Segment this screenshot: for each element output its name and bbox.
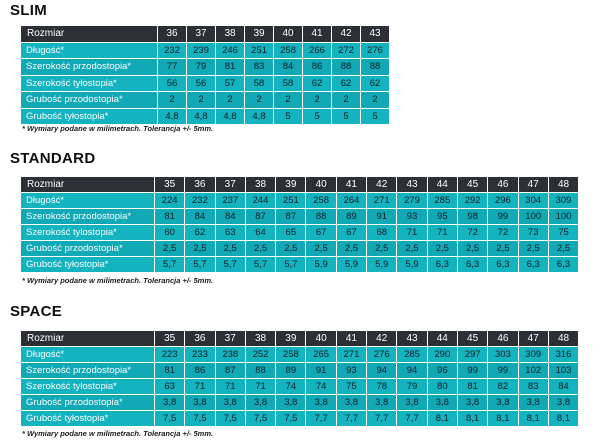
row-label: Szerokość tyłostopia* <box>21 75 158 92</box>
value-cell: 4,8 <box>216 108 245 125</box>
value-cell: 81 <box>155 209 185 225</box>
value-cell: 65 <box>276 225 306 241</box>
size-header-cell: 37 <box>215 331 245 347</box>
row-label: Grubość tyłostopia* <box>21 108 158 125</box>
size-header-cell: 39 <box>276 177 306 193</box>
value-cell: 93 <box>397 209 427 225</box>
value-cell: 95 <box>427 209 457 225</box>
size-header-cell: 41 <box>336 177 366 193</box>
value-cell: 81 <box>216 59 245 76</box>
value-cell: 5 <box>332 108 361 125</box>
value-cell: 77 <box>158 59 187 76</box>
value-cell: 303 <box>488 347 518 363</box>
value-cell: 64 <box>245 225 275 241</box>
value-cell: 82 <box>488 379 518 395</box>
row-label: Grubość tyłostopia* <box>21 257 155 273</box>
value-cell: 6,3 <box>457 257 487 273</box>
value-cell: 99 <box>457 363 487 379</box>
table-row <box>21 379 579 395</box>
value-cell: 2,5 <box>367 241 397 257</box>
value-cell: 4,8 <box>187 108 216 125</box>
value-cell: 3,8 <box>155 395 185 411</box>
value-cell: 3,8 <box>397 395 427 411</box>
value-cell: 78 <box>367 379 397 395</box>
value-cell: 73 <box>518 225 548 241</box>
value-cell: 60 <box>155 225 185 241</box>
value-cell: 5 <box>361 108 390 125</box>
value-cell: 271 <box>336 347 366 363</box>
table-row <box>21 193 579 209</box>
value-cell: 5 <box>303 108 332 125</box>
size-header-cell: 47 <box>518 331 548 347</box>
value-cell: 87 <box>276 209 306 225</box>
size-table-slim <box>20 25 390 125</box>
value-cell: 8,1 <box>548 411 578 427</box>
value-cell: 81 <box>457 379 487 395</box>
table-row <box>21 59 390 76</box>
size-header-cell: 47 <box>518 177 548 193</box>
value-cell: 2 <box>303 92 332 109</box>
value-cell: 285 <box>427 193 457 209</box>
value-cell: 223 <box>155 347 185 363</box>
value-cell: 264 <box>336 193 366 209</box>
size-header-cell: 48 <box>548 331 578 347</box>
value-cell: 2,5 <box>457 241 487 257</box>
value-cell: 62 <box>332 75 361 92</box>
value-cell: 5,7 <box>215 257 245 273</box>
value-cell: 89 <box>276 363 306 379</box>
value-cell: 2 <box>361 92 390 109</box>
header-row <box>21 26 390 43</box>
value-cell: 58 <box>245 75 274 92</box>
value-cell: 7,5 <box>155 411 185 427</box>
header-row <box>21 331 579 347</box>
value-cell: 62 <box>185 225 215 241</box>
value-cell: 309 <box>548 193 578 209</box>
row-label: Długość* <box>21 193 155 209</box>
table-row <box>21 75 390 92</box>
value-cell: 71 <box>185 379 215 395</box>
row-label: Szerokość przodostopia* <box>21 209 155 225</box>
value-cell: 2 <box>187 92 216 109</box>
value-cell: 258 <box>306 193 336 209</box>
value-cell: 102 <box>518 363 548 379</box>
size-header-cell: 35 <box>155 177 185 193</box>
value-cell: 271 <box>367 193 397 209</box>
size-header-cell: 36 <box>185 331 215 347</box>
value-cell: 6,3 <box>488 257 518 273</box>
value-cell: 94 <box>367 363 397 379</box>
value-cell: 71 <box>215 379 245 395</box>
value-cell: 5,9 <box>367 257 397 273</box>
value-cell: 84 <box>274 59 303 76</box>
value-cell: 68 <box>367 225 397 241</box>
size-header-label: Rozmiar <box>21 177 155 193</box>
value-cell: 5,7 <box>276 257 306 273</box>
size-header-cell: 43 <box>361 26 390 43</box>
value-cell: 71 <box>427 225 457 241</box>
value-cell: 62 <box>361 75 390 92</box>
value-cell: 88 <box>332 59 361 76</box>
value-cell: 8,1 <box>457 411 487 427</box>
value-cell: 88 <box>361 59 390 76</box>
table-row <box>21 92 390 109</box>
value-cell: 71 <box>397 225 427 241</box>
value-cell: 79 <box>187 59 216 76</box>
value-cell: 2 <box>245 92 274 109</box>
tolerance-note: * Wymiary podane w milimetrach. Tolerancja +/- 5mm. <box>22 124 214 133</box>
table-row <box>21 225 579 241</box>
value-cell: 246 <box>216 42 245 59</box>
value-cell: 2,5 <box>518 241 548 257</box>
tolerance-note: * Wymiary podane w milimetrach. Tolerancja +/- 5mm. <box>22 276 214 285</box>
value-cell: 2,5 <box>488 241 518 257</box>
value-cell: 258 <box>276 347 306 363</box>
value-cell: 304 <box>518 193 548 209</box>
value-cell: 2,5 <box>245 241 275 257</box>
value-cell: 56 <box>158 75 187 92</box>
value-cell: 3,8 <box>488 395 518 411</box>
value-cell: 71 <box>245 379 275 395</box>
header-row <box>21 177 579 193</box>
value-cell: 83 <box>518 379 548 395</box>
size-header-cell: 36 <box>185 177 215 193</box>
value-cell: 79 <box>397 379 427 395</box>
value-cell: 239 <box>187 42 216 59</box>
value-cell: 8,1 <box>488 411 518 427</box>
value-cell: 7,5 <box>276 411 306 427</box>
value-cell: 87 <box>245 209 275 225</box>
value-cell: 84 <box>548 379 578 395</box>
value-cell: 7,5 <box>185 411 215 427</box>
value-cell: 276 <box>361 42 390 59</box>
size-header-cell: 43 <box>397 177 427 193</box>
size-header-cell: 38 <box>216 26 245 43</box>
table-row <box>21 209 579 225</box>
value-cell: 296 <box>488 193 518 209</box>
value-cell: 72 <box>457 225 487 241</box>
row-label: Szerokość przodostopia* <box>21 363 155 379</box>
value-cell: 84 <box>185 209 215 225</box>
size-header-label: Rozmiar <box>21 26 158 43</box>
value-cell: 252 <box>245 347 275 363</box>
size-header-cell: 40 <box>306 331 336 347</box>
size-header-cell: 35 <box>155 331 185 347</box>
value-cell: 74 <box>306 379 336 395</box>
value-cell: 81 <box>155 363 185 379</box>
value-cell: 237 <box>215 193 245 209</box>
size-table-space <box>20 330 579 427</box>
value-cell: 80 <box>427 379 457 395</box>
value-cell: 8,1 <box>518 411 548 427</box>
value-cell: 232 <box>185 193 215 209</box>
value-cell: 86 <box>185 363 215 379</box>
value-cell: 2,5 <box>397 241 427 257</box>
value-cell: 3,8 <box>276 395 306 411</box>
table-row <box>21 42 390 59</box>
value-cell: 86 <box>303 59 332 76</box>
table-row <box>21 108 390 125</box>
value-cell: 8,1 <box>427 411 457 427</box>
value-cell: 99 <box>488 209 518 225</box>
row-label: Szerokość tyłostopia* <box>21 379 155 395</box>
value-cell: 67 <box>336 225 366 241</box>
value-cell: 91 <box>306 363 336 379</box>
table-row <box>21 363 579 379</box>
value-cell: 224 <box>155 193 185 209</box>
size-header-cell: 38 <box>245 331 275 347</box>
size-header-cell: 45 <box>457 177 487 193</box>
value-cell: 3,8 <box>457 395 487 411</box>
value-cell: 98 <box>457 209 487 225</box>
size-header-cell: 37 <box>215 177 245 193</box>
size-header-label: Rozmiar <box>21 331 155 347</box>
value-cell: 93 <box>336 363 366 379</box>
size-header-cell: 44 <box>427 177 457 193</box>
value-cell: 2 <box>158 92 187 109</box>
value-cell: 3,8 <box>367 395 397 411</box>
value-cell: 75 <box>336 379 366 395</box>
value-cell: 7,5 <box>215 411 245 427</box>
table-row <box>21 241 579 257</box>
value-cell: 58 <box>274 75 303 92</box>
size-header-cell: 41 <box>303 26 332 43</box>
value-cell: 2 <box>216 92 245 109</box>
value-cell: 7,7 <box>306 411 336 427</box>
value-cell: 3,8 <box>215 395 245 411</box>
value-cell: 251 <box>245 42 274 59</box>
size-header-cell: 41 <box>336 331 366 347</box>
value-cell: 3,8 <box>185 395 215 411</box>
value-cell: 238 <box>215 347 245 363</box>
value-cell: 265 <box>306 347 336 363</box>
value-cell: 2,5 <box>427 241 457 257</box>
value-cell: 244 <box>245 193 275 209</box>
value-cell: 272 <box>332 42 361 59</box>
value-cell: 3,8 <box>518 395 548 411</box>
value-cell: 2,5 <box>276 241 306 257</box>
value-cell: 100 <box>518 209 548 225</box>
value-cell: 266 <box>303 42 332 59</box>
row-label: Długość* <box>21 42 158 59</box>
size-header-cell: 36 <box>158 26 187 43</box>
value-cell: 279 <box>397 193 427 209</box>
value-cell: 3,8 <box>245 395 275 411</box>
row-label: Szerokość przodostopia* <box>21 59 158 76</box>
size-header-cell: 39 <box>276 331 306 347</box>
value-cell: 88 <box>245 363 275 379</box>
value-cell: 309 <box>518 347 548 363</box>
size-header-cell: 48 <box>548 177 578 193</box>
size-header-cell: 45 <box>457 331 487 347</box>
size-header-cell: 40 <box>306 177 336 193</box>
value-cell: 233 <box>185 347 215 363</box>
value-cell: 62 <box>303 75 332 92</box>
value-cell: 87 <box>215 363 245 379</box>
value-cell: 7,7 <box>367 411 397 427</box>
size-table-standard <box>20 176 579 273</box>
value-cell: 3,8 <box>306 395 336 411</box>
value-cell: 7,7 <box>336 411 366 427</box>
value-cell: 6,3 <box>548 257 578 273</box>
value-cell: 4,8 <box>245 108 274 125</box>
value-cell: 276 <box>367 347 397 363</box>
value-cell: 2 <box>274 92 303 109</box>
value-cell: 6,3 <box>427 257 457 273</box>
size-header-cell: 42 <box>367 331 397 347</box>
table-row <box>21 257 579 273</box>
row-label: Grubość przodostopia* <box>21 241 155 257</box>
value-cell: 3,8 <box>548 395 578 411</box>
size-header-cell: 44 <box>427 331 457 347</box>
value-cell: 5,7 <box>245 257 275 273</box>
value-cell: 290 <box>427 347 457 363</box>
value-cell: 5,9 <box>306 257 336 273</box>
value-cell: 63 <box>215 225 245 241</box>
size-header-cell: 46 <box>488 331 518 347</box>
row-label: Grubość przodostopia* <box>21 395 155 411</box>
value-cell: 83 <box>245 59 274 76</box>
row-label: Długość* <box>21 347 155 363</box>
value-cell: 2,5 <box>336 241 366 257</box>
value-cell: 94 <box>397 363 427 379</box>
value-cell: 91 <box>367 209 397 225</box>
value-cell: 316 <box>548 347 578 363</box>
value-cell: 2,5 <box>185 241 215 257</box>
value-cell: 89 <box>336 209 366 225</box>
value-cell: 75 <box>548 225 578 241</box>
value-cell: 84 <box>215 209 245 225</box>
value-cell: 63 <box>155 379 185 395</box>
value-cell: 96 <box>427 363 457 379</box>
value-cell: 57 <box>216 75 245 92</box>
value-cell: 6,3 <box>518 257 548 273</box>
value-cell: 2,5 <box>548 241 578 257</box>
size-header-cell: 40 <box>274 26 303 43</box>
row-label: Grubość tyłostopia* <box>21 411 155 427</box>
table-row <box>21 395 579 411</box>
section-title: SLIM <box>10 2 48 19</box>
value-cell: 292 <box>457 193 487 209</box>
size-header-cell: 43 <box>397 331 427 347</box>
value-cell: 3,8 <box>336 395 366 411</box>
size-header-cell: 39 <box>245 26 274 43</box>
value-cell: 88 <box>306 209 336 225</box>
value-cell: 74 <box>276 379 306 395</box>
value-cell: 7,5 <box>245 411 275 427</box>
value-cell: 297 <box>457 347 487 363</box>
row-label: Szerokość tyłostopia* <box>21 225 155 241</box>
table-row <box>21 411 579 427</box>
value-cell: 232 <box>158 42 187 59</box>
value-cell: 7,7 <box>397 411 427 427</box>
value-cell: 99 <box>488 363 518 379</box>
size-header-cell: 37 <box>187 26 216 43</box>
size-header-cell: 42 <box>367 177 397 193</box>
value-cell: 103 <box>548 363 578 379</box>
section-title: SPACE <box>10 303 63 320</box>
tolerance-note: * Wymiary podane w milimetrach. Tolerancja +/- 5mm. <box>22 429 214 438</box>
value-cell: 2,5 <box>306 241 336 257</box>
value-cell: 5,7 <box>155 257 185 273</box>
value-cell: 67 <box>306 225 336 241</box>
size-header-cell: 38 <box>245 177 275 193</box>
value-cell: 100 <box>548 209 578 225</box>
value-cell: 4,8 <box>158 108 187 125</box>
size-header-cell: 42 <box>332 26 361 43</box>
value-cell: 2 <box>332 92 361 109</box>
value-cell: 56 <box>187 75 216 92</box>
value-cell: 2,5 <box>155 241 185 257</box>
value-cell: 285 <box>397 347 427 363</box>
size-header-cell: 46 <box>488 177 518 193</box>
value-cell: 2,5 <box>215 241 245 257</box>
section-title: STANDARD <box>10 150 96 167</box>
value-cell: 5,9 <box>336 257 366 273</box>
value-cell: 5,9 <box>397 257 427 273</box>
table-row <box>21 347 579 363</box>
value-cell: 5,7 <box>185 257 215 273</box>
value-cell: 3,8 <box>427 395 457 411</box>
value-cell: 5 <box>274 108 303 125</box>
value-cell: 251 <box>276 193 306 209</box>
value-cell: 258 <box>274 42 303 59</box>
row-label: Grubość przodostopia* <box>21 92 158 109</box>
value-cell: 72 <box>488 225 518 241</box>
